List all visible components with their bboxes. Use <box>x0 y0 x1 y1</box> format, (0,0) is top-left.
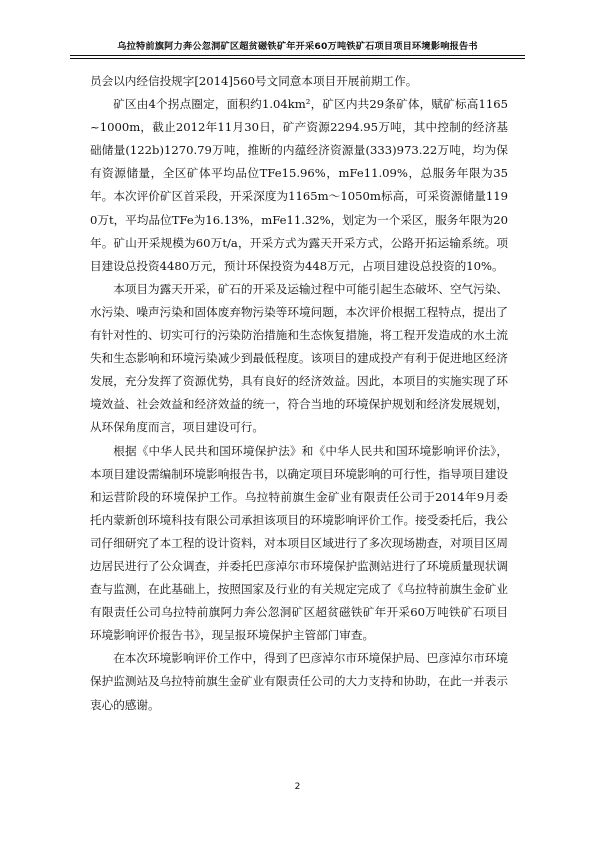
page-number: 2 <box>294 782 301 792</box>
document-body <box>90 70 508 717</box>
paragraph-continuation: 员会以内经信投规字[2014]560号文同意本项目开展前期工作。 <box>90 74 418 88</box>
running-header: 乌拉特前旗阿力奔公忽洞矿区超贫磁铁矿年开采60万吨铁矿石项目项目环境影响报告书 <box>117 41 478 52</box>
header-rule-thin <box>70 58 525 59</box>
header-rule <box>70 55 525 56</box>
paragraph-environmental-impact: 本项目为露天开采，矿石的开采及运输过程中可能引起生态破坏、空气污染、水污染、噪声污染和固体废弃物污染等环境问题，本次评价根据工程特点，提出了有针对性的、切实可行的污染防治措施和生态恢复措施，将工程开发造成的水土流失和生态影响和环境污染减少到最低程度。该项目的建成投产有利于促进地区经济发展，充分发挥了资源优势，具有良好的经济效益。因此，本项目的实施实现了环境效益、社会效益和经济效益的统一，符合当地的环境保护规划和经济发展规划，从环保角度而言，项目建设可行。 <box>90 281 508 435</box>
paragraph-mining-area: 矿区由4个拐点圈定，面积约1.04km²，矿区内共29条矿体，赋矿标高1165~1000m，截止2012年11月30日，矿产资源2294.95万吨，其中控制的经济基础储量(122b)1270.79万吨，推断的内蕴经济资源量(333)973.22万吨，均为保有资源储量，全区矿体平均品位TFe15.96%，mFe11.09%，总服务年限为35年。本次评价矿区首采段，开采深度为1165m～1050m标高，可采资源储量1190万t，平均品位TFe为16.13%，mFe11.32%，划定为一个采区，服务年限为20年。矿山开采规模为60万t/a，开采方式为露天开采方式，公路开拓运输系统。项目建设总投资4480万元，预计环保投资为448万元，占项目建设总投资的10%。 <box>90 97 508 273</box>
paragraph-acknowledgement: 在本次环境影响评价工作中，得到了巴彦淖尔市环境保护局、巴彦淖尔市环境保护监测站及乌拉特前旗生金矿业有限责任公司的大力支持和协助，在此一并表示衷心的感谢。 <box>90 651 508 712</box>
paragraph-legal-basis: 根据《中华人民共和国环境保护法》和《中华人民共和国环境影响评价法》，本项目建设需编制环境影响报告书，以确定项目环境影响的可行性，指导项目建设和运营阶段的环境保护工作。乌拉特前旗生金矿业有限责任公司于2014年9月委托内蒙新创环境科技有限公司承担该项目的环境影响评价工作。接受委托后，我公司仔细研究了本工程的设计资料，对本项目区域进行了多次现场勘查，对项目区周边居民进行了公众调查，并委托巴彦淖尔市环境保护监测站进行了环境质量现状调查与监测，在此基础上，按照国家及行业的有关规定完成了《乌拉特前旗生金矿业有限责任公司乌拉特前旗阿力奔公忽洞矿区超贫磁铁矿年开采60万吨铁矿石项目环境影响评价报告书》，现呈报环境保护主管部门审查。 <box>90 443 508 643</box>
